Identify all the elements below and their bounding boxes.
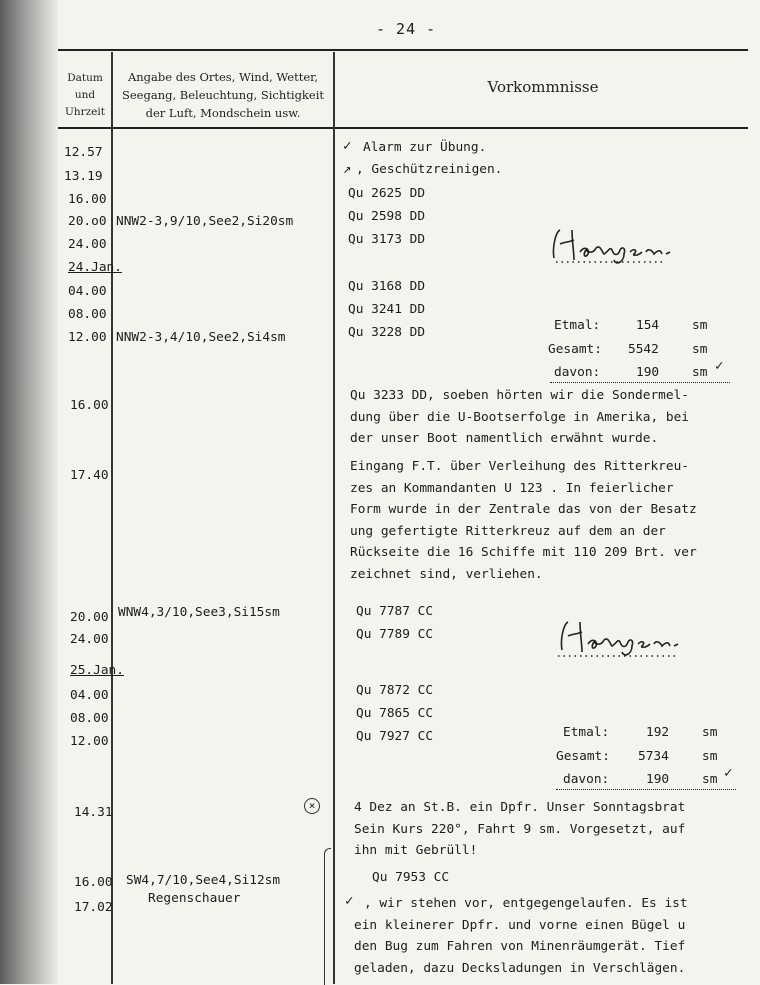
weather-entry: SW4,7/10,See4,Si12sm	[126, 873, 281, 888]
time-entry: 20.o0	[68, 214, 107, 229]
weather-entry: NNW2-3,4/10,See2,Si4sm	[116, 330, 286, 345]
header-date-line-3: Uhrzeit	[65, 106, 105, 118]
paragraph-line: , wir stehen vor, entgegengelaufen. Es ist	[364, 896, 688, 911]
unit-label: sm	[702, 725, 718, 740]
paragraph-line: ung gefertigte Ritterkreuz auf dem an der	[350, 523, 666, 539]
checkmark-icon: ✓	[343, 138, 352, 154]
event-entry: Qu 2625 DD	[348, 186, 426, 201]
davon-value: 190	[636, 365, 660, 380]
gesamt-value: 5734	[638, 749, 669, 764]
event-entry: Qu 7927 CC	[356, 729, 434, 744]
column-divider-1	[111, 52, 113, 984]
unit-label: sm	[692, 365, 708, 380]
time-entry: 04.00	[70, 688, 109, 703]
weather-entry: Regenschauer	[148, 891, 241, 906]
time-entry: 24.00	[68, 237, 107, 252]
unit-label: sm	[702, 772, 718, 787]
time-entry: 12.00	[70, 734, 109, 749]
paragraph-line: den Bug zum Fahren von Minenräumgerät. Tief	[354, 939, 686, 954]
paragraph-line: zes an Kommandanten U 123 . In feierlicher	[350, 480, 674, 496]
etmal-value: 192	[646, 725, 670, 740]
paragraph-line: Sein Kurs 220°, Fahrt 9 sm. Vorgesetzt, auf	[354, 821, 686, 837]
stats-underline-dotted	[556, 789, 736, 790]
paragraph-line: Form wurde in der Zentrale das von der Besatz	[350, 502, 697, 517]
checkmark-icon: ✓	[715, 358, 724, 374]
time-entry: 12.00	[68, 330, 107, 345]
event-entry: Qu 2598 DD	[348, 209, 426, 224]
paragraph-line: 4 Dez an St.B. ein Dpfr. Unser Sonntagsbrat	[354, 800, 686, 815]
arrow-mark-icon: ↗	[343, 161, 352, 177]
binding-gutter	[0, 0, 58, 984]
time-entry: 16.00	[74, 875, 113, 890]
event-entry: , Geschützreinigen.	[356, 162, 503, 177]
event-paragraph	[350, 385, 760, 450]
paragraph-line: ein kleinerer Dpfr. und vorne einen Bügel u	[354, 917, 686, 933]
event-entry: Qu 7865 CC	[356, 706, 434, 721]
logbook-page	[58, 0, 760, 984]
weather-entry: WNW4,3/10,See3,Si15sm	[118, 605, 280, 620]
gesamt-value: 5542	[628, 342, 659, 357]
signature-1	[546, 222, 686, 270]
unit-label: sm	[692, 342, 708, 357]
date-entry: 25.Jan.	[70, 663, 124, 678]
time-entry: 12.57	[64, 145, 103, 160]
paragraph-line: dung über die U-Bootserfolge in Amerika, bei	[350, 409, 689, 425]
time-entry: 08.00	[70, 711, 109, 726]
header-events: Vorkommnisse	[487, 78, 599, 96]
checkmark-icon: ✓	[345, 893, 354, 909]
date-entry: 24.Jan.	[68, 260, 122, 275]
header-top-rule	[58, 49, 748, 51]
paragraph-line: Eingang F.T. über Verleihung des Ritterkreu-	[350, 459, 689, 474]
header-weather-line-3: der Luft, Mondschein usw.	[145, 106, 301, 120]
weather-entry: NNW2-3,9/10,See2,Si20sm	[116, 214, 294, 229]
gesamt-label: Gesamt:	[556, 749, 610, 764]
event-entry: Qu 7953 CC	[372, 870, 450, 885]
paragraph-line: der unser Boot namentlich erwähnt wurde.	[350, 431, 659, 446]
paragraph-line: zeichnet sind, verliehen.	[350, 566, 543, 582]
time-entry: 17.02	[74, 900, 113, 915]
paragraph-line: geladen, dazu Decksladungen in Verschlägen.	[354, 960, 686, 976]
header-date-line-1: Datum	[67, 72, 103, 84]
signature-2	[554, 614, 694, 662]
header-date-time	[60, 70, 110, 121]
etmal-label: Etmal:	[563, 725, 610, 740]
event-entry: Qu 7789 CC	[356, 627, 434, 642]
event-entry: Qu 3241 DD	[348, 302, 426, 317]
davon-value: 190	[646, 772, 670, 787]
etmal-value: 154	[636, 318, 660, 333]
unit-label: sm	[692, 318, 708, 333]
event-entry: Qu 3168 DD	[348, 279, 426, 294]
davon-label: davon:	[554, 365, 601, 380]
column-divider-2	[333, 52, 335, 984]
checkmark-icon: ✓	[724, 765, 733, 781]
header-bottom-rule	[58, 127, 748, 129]
header-weather-line-1: Angabe des Ortes, Wind, Wetter,	[127, 70, 319, 84]
event-paragraph	[354, 893, 760, 979]
time-entry: 08.00	[68, 307, 107, 322]
paragraph-line: Rückseite die 16 Schiffe mit 110 209 Brt. ver	[350, 545, 697, 560]
header-date-line-2: und	[74, 89, 96, 101]
time-entry: 16.00	[70, 398, 109, 413]
event-entry: Qu 7872 CC	[356, 683, 434, 698]
davon-label: davon:	[563, 772, 610, 787]
event-entry: Qu 3228 DD	[348, 325, 426, 340]
header-weather-line-2: Seegang, Beleuchtung, Sichtigkeit	[121, 88, 325, 102]
time-entry: 20.00	[70, 610, 109, 625]
paragraph-line: Qu 3233 DD, soeben hörten wir die Sondermel-	[350, 388, 689, 403]
time-entry: 24.00	[70, 632, 109, 647]
time-entry: 16.00	[68, 192, 107, 207]
time-entry: 13.19	[64, 169, 103, 184]
page-number: - 24 -	[376, 20, 437, 38]
stats-underline-dotted	[550, 382, 730, 383]
event-paragraph	[350, 456, 760, 585]
time-entry: 04.00	[68, 284, 107, 299]
paragraph-line: ihn mit Gebrüll!	[354, 843, 478, 858]
header-location-weather	[114, 68, 332, 122]
event-entry: Qu 3173 DD	[348, 232, 426, 247]
time-entry: 14.31	[74, 805, 113, 820]
unit-label: sm	[702, 749, 718, 764]
event-entry: Alarm zur Übung.	[363, 140, 487, 155]
gesamt-label: Gesamt:	[548, 342, 602, 357]
circled-cross-icon: ×	[304, 798, 320, 814]
event-entry: Qu 7787 CC	[356, 604, 434, 619]
margin-bracket	[324, 848, 331, 985]
etmal-label: Etmal:	[554, 318, 601, 333]
time-entry: 17.40	[70, 468, 109, 483]
event-paragraph	[354, 797, 760, 862]
